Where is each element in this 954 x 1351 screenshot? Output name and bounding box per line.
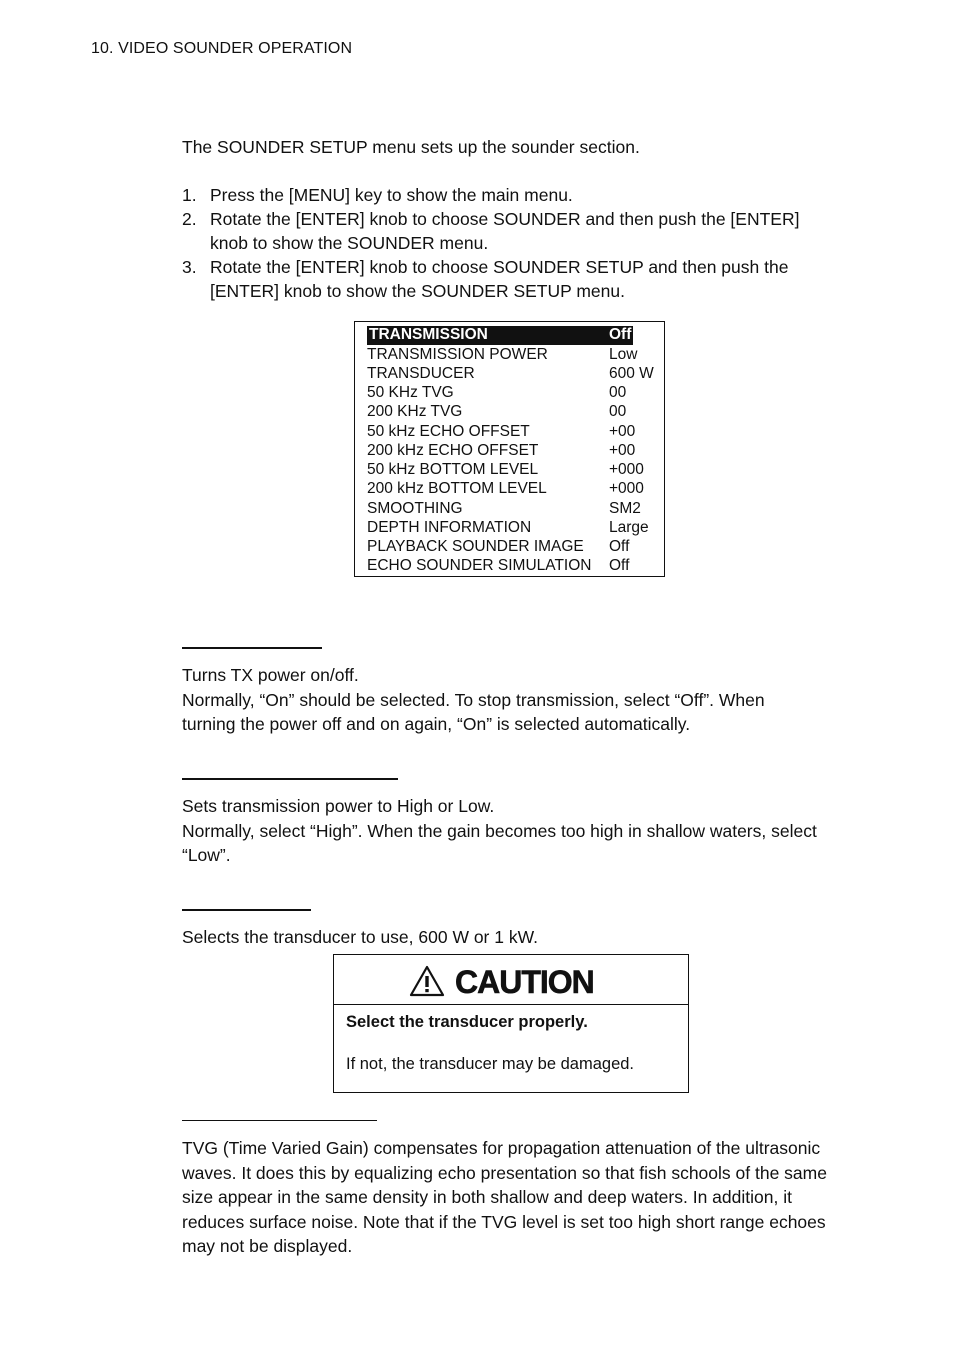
page-header: 10. VIDEO SOUNDER OPERATION (91, 40, 353, 57)
step-number: 3. (182, 257, 197, 277)
menu-item-value: +000 (609, 480, 644, 497)
transmission-description (182, 663, 822, 737)
menu-item-value: Off (609, 557, 630, 574)
power-line2: Normally, select “High”. When the gain becomes too high in shallow waters, select “Low”. (182, 820, 817, 865)
caution-box (333, 954, 689, 1093)
menu-item-label: TRANSMISSION (369, 326, 488, 343)
menu-item-label: SMOOTHING (367, 500, 463, 517)
caution-text: If not, the transducer may be damaged. (346, 1055, 635, 1073)
menu-item-label: 200 KHz TVG (367, 403, 463, 420)
step-text: Press the [MENU] key to show the main menu. (210, 185, 573, 205)
power-description (182, 794, 822, 868)
menu-item-value: 00 (609, 384, 627, 401)
procedure-steps (182, 183, 842, 303)
step-item (182, 207, 842, 255)
menu-item-label: 200 kHz BOTTOM LEVEL (367, 480, 547, 497)
section-heading-rule (182, 909, 311, 911)
menu-item-value: +00 (609, 442, 636, 459)
menu-item-label: 200 kHz ECHO OFFSET (367, 442, 539, 459)
menu-item-label: PLAYBACK SOUNDER IMAGE (367, 538, 584, 555)
menu-item-transmission[interactable] (367, 326, 633, 345)
menu-item-label: ECHO SOUNDER SIMULATION (367, 557, 592, 574)
menu-item-label: 50 KHz TVG (367, 384, 454, 401)
menu-item-value: 600 W (609, 365, 654, 382)
sounder-setup-menu (354, 321, 665, 577)
menu-item-value: Off (609, 326, 632, 343)
section-heading-rule (182, 647, 322, 649)
intro-text: The SOUNDER SETUP menu sets up the sounder section. (182, 137, 640, 157)
step-number: 1. (182, 185, 197, 205)
transducer-description: Selects the transducer to use, 600 W or 1 kW. (182, 927, 538, 947)
menu-item-value: +000 (609, 461, 644, 478)
menu-item-label: 50 kHz ECHO OFFSET (367, 423, 530, 440)
menu-item-value: Low (609, 346, 638, 363)
step-text: Rotate the [ENTER] knob to choose SOUNDER SETUP and then push the [ENTER] knob to show the SOUNDER SETUP menu. (210, 257, 789, 301)
step-item (182, 183, 842, 207)
menu-item-value: Large (609, 519, 649, 536)
menu-item-value: 00 (609, 403, 627, 420)
transmission-line1: Turns TX power on/off. (182, 665, 359, 685)
section-heading-rule (182, 1120, 377, 1121)
caution-header (334, 955, 688, 1005)
menu-item-value: +00 (609, 423, 636, 440)
menu-item-label: DEPTH INFORMATION (367, 519, 532, 536)
transmission-line2: Normally, “On” should be selected. To stop transmission, select “Off”. When turning the power off and on again, “On” is selected automatically. (182, 689, 765, 734)
step-item (182, 255, 842, 303)
caution-title: CAUTION (455, 964, 594, 1000)
warning-triangle-icon (409, 965, 445, 1002)
section-heading-rule (182, 778, 398, 780)
step-number: 2. (182, 209, 197, 229)
menu-item-value: Off (609, 538, 630, 555)
menu-item-label: 50 kHz BOTTOM LEVEL (367, 461, 539, 478)
power-line1: Sets transmission power to High or Low. (182, 796, 495, 816)
step-text: Rotate the [ENTER] knob to choose SOUNDER and then push the [ENTER] knob to show the SOUNDER menu. (210, 209, 800, 253)
menu-item-label: TRANSMISSION POWER (367, 346, 548, 363)
tvg-description: TVG (Time Varied Gain) compensates for propagation attenuation of the ultrasonic waves. It does this by equalizing echo presentation so that fish schools of the same size appear in the same density in both shallow and deep waters. In addition, it reduces surface noise. Note that if the TVG level is set too high short range echoes may not be displayed. (182, 1138, 827, 1256)
menu-item-label: TRANSDUCER (367, 365, 475, 382)
menu-item-value: SM2 (609, 500, 641, 517)
caution-bold-text: Select the transducer properly. (346, 1013, 588, 1031)
